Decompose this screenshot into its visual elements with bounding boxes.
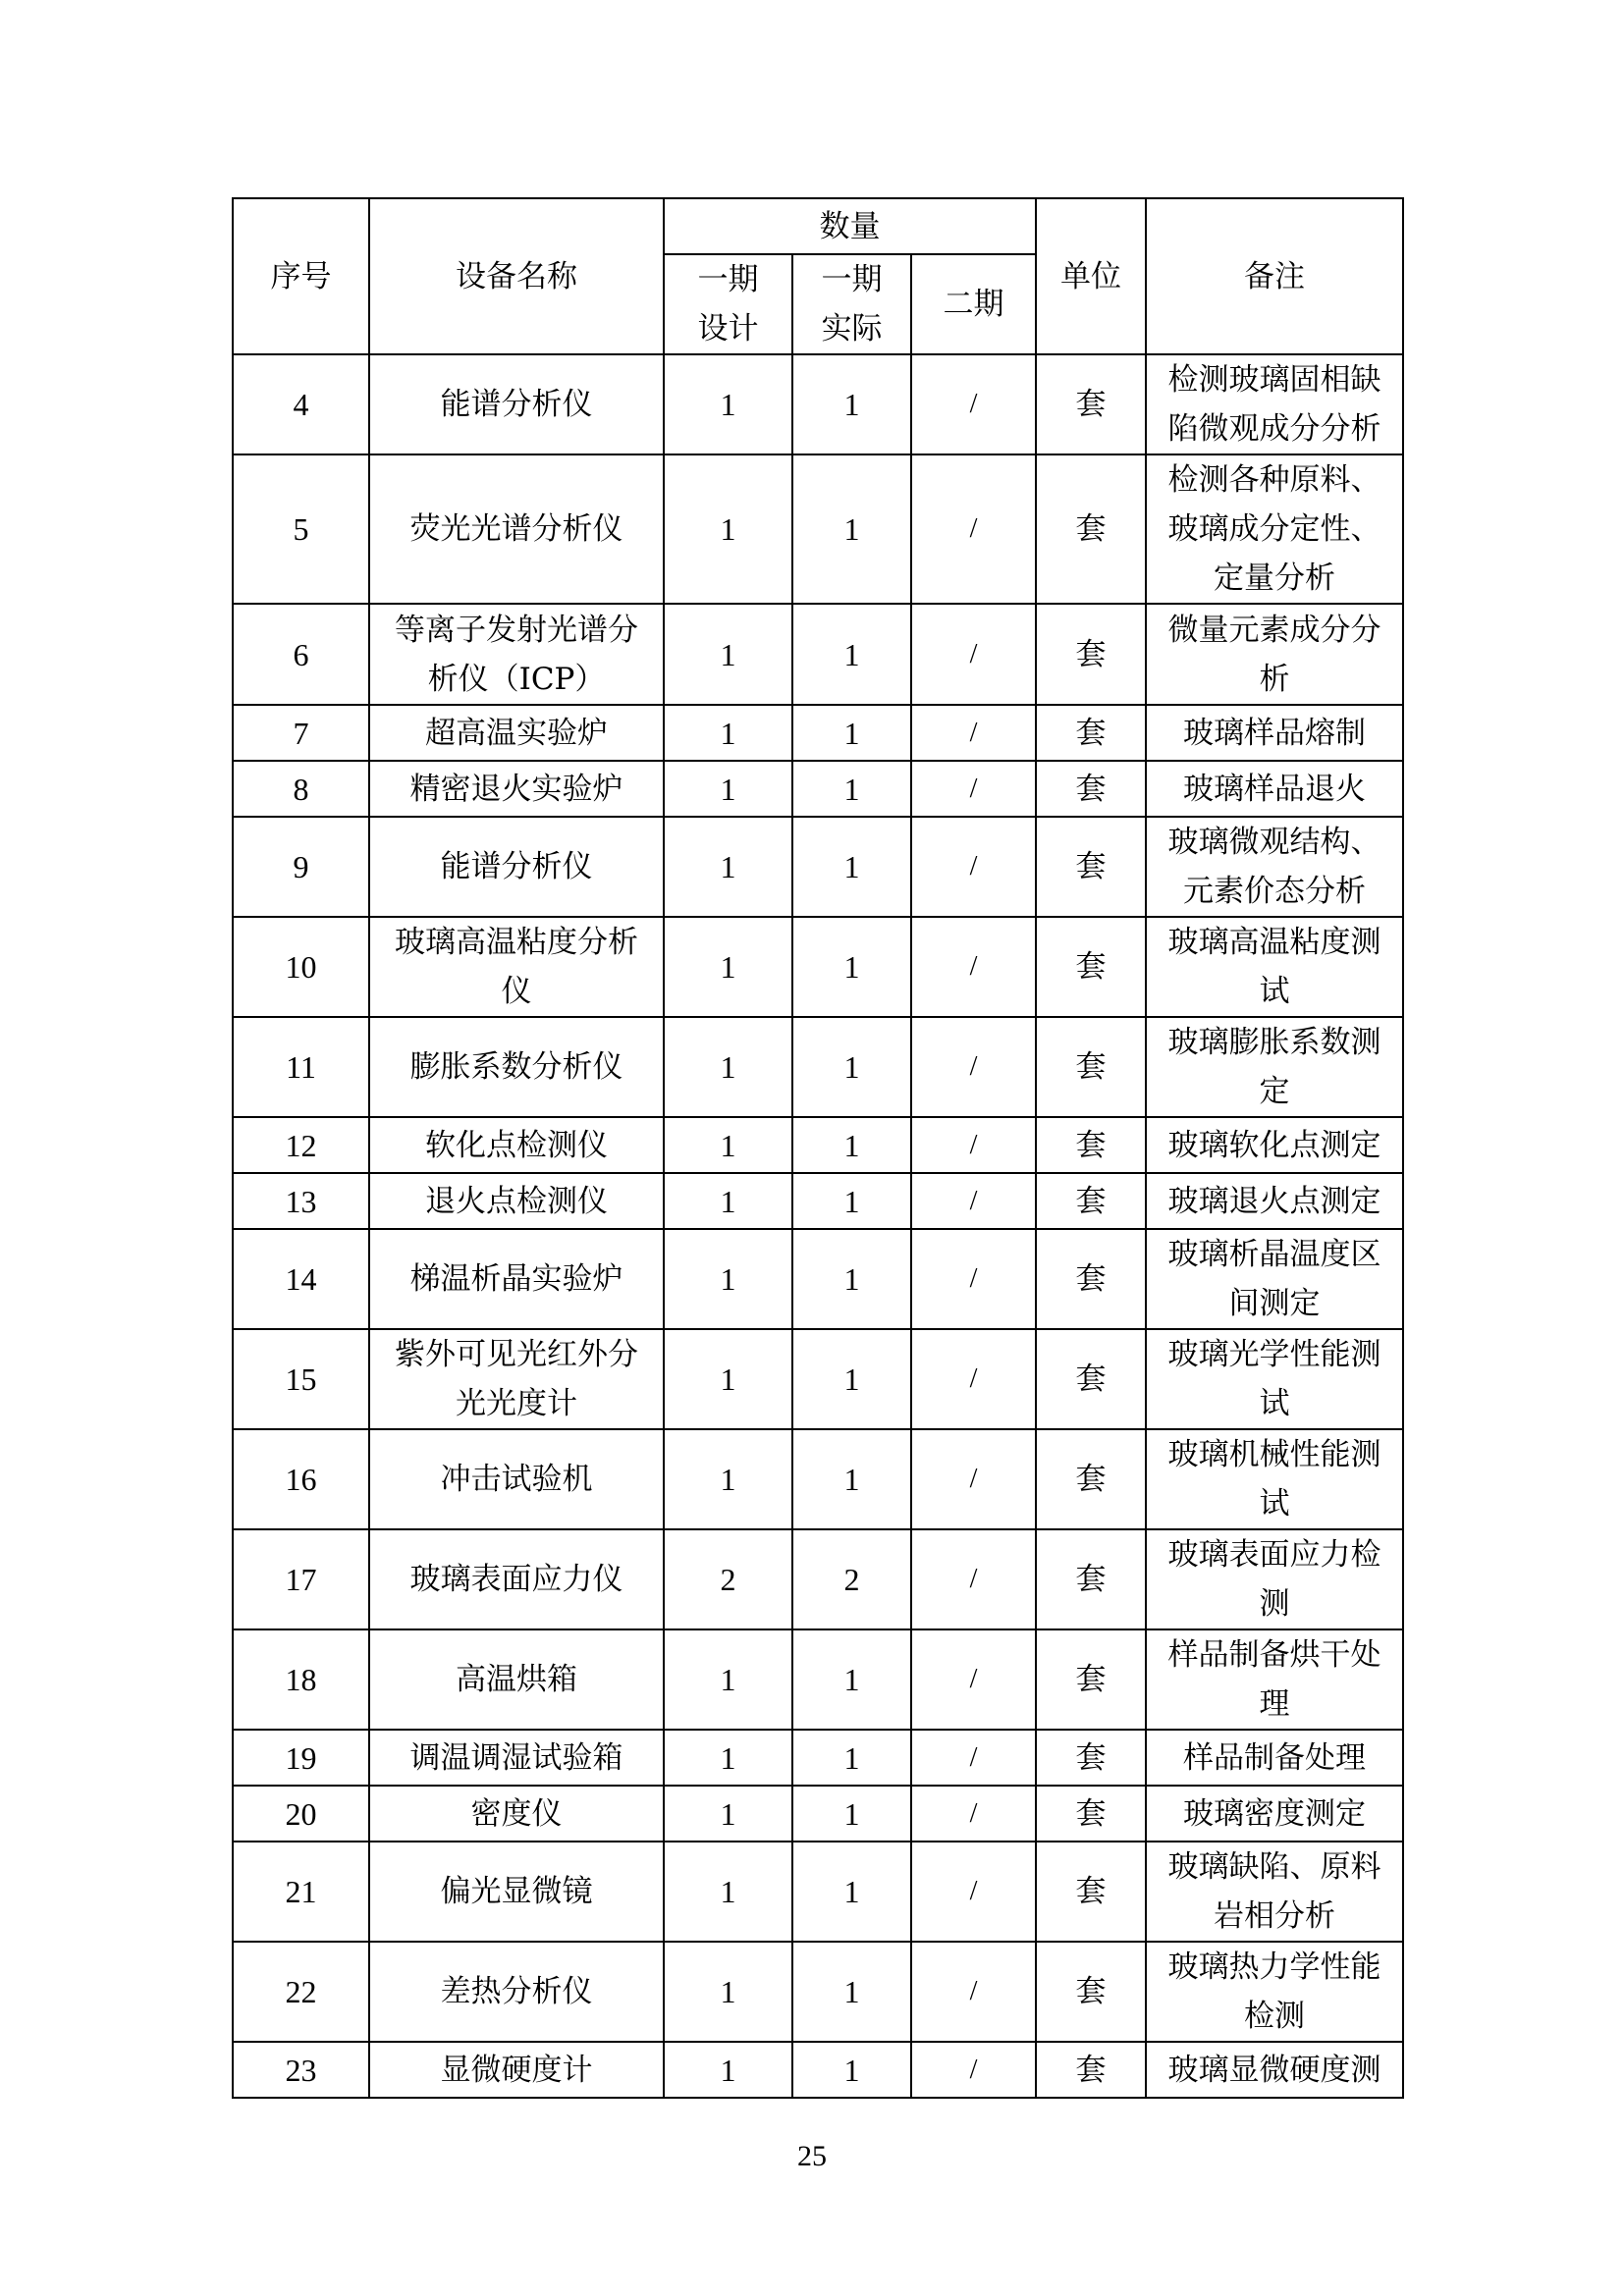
- row-seq: 5: [233, 454, 369, 604]
- equipment-table: [232, 197, 1404, 2099]
- row-unit: 套: [1036, 1329, 1146, 1429]
- row-remark: 检测玻璃固相缺陷微观成分分析: [1146, 354, 1403, 454]
- row-seq: 17: [233, 1529, 369, 1629]
- row-phase1-design: 1: [664, 1229, 792, 1329]
- row-seq: 14: [233, 1229, 369, 1329]
- row-phase1-design: 1: [664, 1329, 792, 1429]
- row-phase2: /: [911, 354, 1036, 454]
- row-name: 等离子发射光谱分析仪（ICP）: [369, 604, 664, 705]
- table-row: [233, 705, 1403, 761]
- row-unit: 套: [1036, 705, 1146, 761]
- row-seq: 19: [233, 1730, 369, 1786]
- row-seq: 22: [233, 1942, 369, 2042]
- row-phase1-actual: 1: [792, 2042, 911, 2098]
- table-row: [233, 1117, 1403, 1173]
- table-row: [233, 1429, 1403, 1529]
- row-unit: 套: [1036, 761, 1146, 817]
- row-phase2: /: [911, 761, 1036, 817]
- row-phase2: /: [911, 1117, 1036, 1173]
- row-phase1-actual: 1: [792, 1173, 911, 1229]
- row-unit: 套: [1036, 1017, 1146, 1117]
- row-phase1-design: 1: [664, 917, 792, 1017]
- row-phase1-design: 1: [664, 817, 792, 917]
- row-phase1-design: 1: [664, 1942, 792, 2042]
- row-phase2: /: [911, 1017, 1036, 1117]
- row-phase1-design: 1: [664, 1842, 792, 1942]
- table-row: [233, 1842, 1403, 1942]
- row-unit: 套: [1036, 817, 1146, 917]
- row-phase1-design: 1: [664, 705, 792, 761]
- row-remark: 玻璃软化点测定: [1146, 1117, 1403, 1173]
- row-unit: 套: [1036, 1629, 1146, 1730]
- table-row: [233, 604, 1403, 705]
- row-name: 玻璃表面应力仪: [369, 1529, 664, 1629]
- row-phase1-design: 1: [664, 1017, 792, 1117]
- row-unit: 套: [1036, 1117, 1146, 1173]
- row-phase2: /: [911, 454, 1036, 604]
- row-unit: 套: [1036, 1942, 1146, 2042]
- header-quantity: 数量: [664, 198, 1036, 254]
- row-remark: 玻璃光学性能测试: [1146, 1329, 1403, 1429]
- row-phase1-design: 1: [664, 1786, 792, 1842]
- header-seq: 序号: [233, 198, 369, 354]
- row-phase1-actual: 1: [792, 604, 911, 705]
- row-remark: 玻璃表面应力检测: [1146, 1529, 1403, 1629]
- row-remark: 样品制备处理: [1146, 1730, 1403, 1786]
- row-phase2: /: [911, 917, 1036, 1017]
- table-row: [233, 917, 1403, 1017]
- row-unit: 套: [1036, 2042, 1146, 2098]
- row-remark: 样品制备烘干处理: [1146, 1629, 1403, 1730]
- row-name: 能谱分析仪: [369, 354, 664, 454]
- row-remark: 玻璃高温粘度测试: [1146, 917, 1403, 1017]
- row-unit: 套: [1036, 354, 1146, 454]
- row-remark: 玻璃微观结构、元素价态分析: [1146, 817, 1403, 917]
- row-phase1-actual: 1: [792, 761, 911, 817]
- row-seq: 9: [233, 817, 369, 917]
- row-phase1-design: 1: [664, 1429, 792, 1529]
- row-name: 冲击试验机: [369, 1429, 664, 1529]
- row-name: 荧光光谱分析仪: [369, 454, 664, 604]
- row-name: 玻璃高温粘度分析仪: [369, 917, 664, 1017]
- table-row: [233, 817, 1403, 917]
- row-seq: 4: [233, 354, 369, 454]
- row-remark: 检测各种原料、玻璃成分定性、定量分析: [1146, 454, 1403, 604]
- row-unit: 套: [1036, 1730, 1146, 1786]
- row-phase1-actual: 2: [792, 1529, 911, 1629]
- row-seq: 15: [233, 1329, 369, 1429]
- table-row: [233, 1329, 1403, 1429]
- row-phase1-design: 1: [664, 1730, 792, 1786]
- row-phase1-actual: 1: [792, 1629, 911, 1730]
- table-row: [233, 1629, 1403, 1730]
- row-remark: 玻璃膨胀系数测定: [1146, 1017, 1403, 1117]
- row-unit: 套: [1036, 1786, 1146, 1842]
- row-remark: 玻璃热力学性能检测: [1146, 1942, 1403, 2042]
- row-remark: 微量元素成分分析: [1146, 604, 1403, 705]
- header-name: 设备名称: [369, 198, 664, 354]
- row-name: 高温烘箱: [369, 1629, 664, 1730]
- row-phase1-actual: 1: [792, 1017, 911, 1117]
- header-phase1-actual: 一期 实际: [792, 254, 911, 354]
- row-remark: 玻璃样品熔制: [1146, 705, 1403, 761]
- row-name: 差热分析仪: [369, 1942, 664, 2042]
- row-phase1-design: 1: [664, 1629, 792, 1730]
- row-phase2: /: [911, 604, 1036, 705]
- row-name: 超高温实验炉: [369, 705, 664, 761]
- row-seq: 21: [233, 1842, 369, 1942]
- row-unit: 套: [1036, 1173, 1146, 1229]
- row-unit: 套: [1036, 1529, 1146, 1629]
- row-seq: 13: [233, 1173, 369, 1229]
- row-seq: 12: [233, 1117, 369, 1173]
- row-phase2: /: [911, 1529, 1036, 1629]
- table-row: [233, 2042, 1403, 2098]
- row-phase1-actual: 1: [792, 1942, 911, 2042]
- row-name: 调温调湿试验箱: [369, 1730, 664, 1786]
- table-row: [233, 1229, 1403, 1329]
- row-phase2: /: [911, 1429, 1036, 1529]
- header-row-top: [233, 198, 1403, 254]
- row-phase1-actual: 1: [792, 917, 911, 1017]
- header-phase1-design: 一期 设计: [664, 254, 792, 354]
- row-phase1-design: 1: [664, 354, 792, 454]
- row-unit: 套: [1036, 1842, 1146, 1942]
- row-phase2: /: [911, 817, 1036, 917]
- row-phase1-actual: 1: [792, 1229, 911, 1329]
- row-remark: 玻璃显微硬度测: [1146, 2042, 1403, 2098]
- row-remark: 玻璃缺陷、原料岩相分析: [1146, 1842, 1403, 1942]
- row-seq: 23: [233, 2042, 369, 2098]
- row-phase1-actual: 1: [792, 1329, 911, 1429]
- row-phase2: /: [911, 1629, 1036, 1730]
- row-seq: 10: [233, 917, 369, 1017]
- row-phase2: /: [911, 1786, 1036, 1842]
- row-phase2: /: [911, 1842, 1036, 1942]
- row-phase2: /: [911, 1173, 1036, 1229]
- row-unit: 套: [1036, 1229, 1146, 1329]
- row-phase1-design: 1: [664, 2042, 792, 2098]
- row-phase1-design: 1: [664, 761, 792, 817]
- table-header: [233, 198, 1403, 354]
- row-remark: 玻璃样品退火: [1146, 761, 1403, 817]
- row-name: 精密退火实验炉: [369, 761, 664, 817]
- row-phase2: /: [911, 1329, 1036, 1429]
- header-unit: 单位: [1036, 198, 1146, 354]
- table-row: [233, 454, 1403, 604]
- row-name: 紫外可见光红外分光光度计: [369, 1329, 664, 1429]
- row-name: 显微硬度计: [369, 2042, 664, 2098]
- table-row: [233, 761, 1403, 817]
- row-seq: 6: [233, 604, 369, 705]
- row-unit: 套: [1036, 1429, 1146, 1529]
- table-row: [233, 1017, 1403, 1117]
- header-phase2: 二期: [911, 254, 1036, 354]
- row-phase1-actual: 1: [792, 1429, 911, 1529]
- row-seq: 16: [233, 1429, 369, 1529]
- row-name: 退火点检测仪: [369, 1173, 664, 1229]
- row-phase1-actual: 1: [792, 354, 911, 454]
- row-seq: 11: [233, 1017, 369, 1117]
- row-seq: 18: [233, 1629, 369, 1730]
- table-row: [233, 1173, 1403, 1229]
- row-name: 软化点检测仪: [369, 1117, 664, 1173]
- row-name: 膨胀系数分析仪: [369, 1017, 664, 1117]
- row-phase1-actual: 1: [792, 705, 911, 761]
- row-phase2: /: [911, 2042, 1036, 2098]
- row-remark: 玻璃退火点测定: [1146, 1173, 1403, 1229]
- row-seq: 7: [233, 705, 369, 761]
- row-phase1-design: 2: [664, 1529, 792, 1629]
- row-phase1-design: 1: [664, 1173, 792, 1229]
- row-phase1-actual: 1: [792, 817, 911, 917]
- row-phase2: /: [911, 705, 1036, 761]
- header-remark: 备注: [1146, 198, 1403, 354]
- row-phase1-design: 1: [664, 1117, 792, 1173]
- row-phase1-actual: 1: [792, 1842, 911, 1942]
- table-body: [233, 354, 1403, 2098]
- row-phase2: /: [911, 1730, 1036, 1786]
- row-phase1-actual: 1: [792, 1730, 911, 1786]
- table-row: [233, 1942, 1403, 2042]
- row-phase1-actual: 1: [792, 1786, 911, 1842]
- table-row: [233, 354, 1403, 454]
- row-unit: 套: [1036, 917, 1146, 1017]
- row-phase2: /: [911, 1942, 1036, 2042]
- table-row: [233, 1730, 1403, 1786]
- table-row: [233, 1786, 1403, 1842]
- table-row: [233, 1529, 1403, 1629]
- row-remark: 玻璃析晶温度区间测定: [1146, 1229, 1403, 1329]
- row-seq: 8: [233, 761, 369, 817]
- row-phase1-actual: 1: [792, 1117, 911, 1173]
- row-phase2: /: [911, 1229, 1036, 1329]
- row-name: 偏光显微镜: [369, 1842, 664, 1942]
- row-seq: 20: [233, 1786, 369, 1842]
- row-name: 密度仪: [369, 1786, 664, 1842]
- row-unit: 套: [1036, 454, 1146, 604]
- row-phase1-actual: 1: [792, 454, 911, 604]
- row-name: 能谱分析仪: [369, 817, 664, 917]
- row-name: 梯温析晶实验炉: [369, 1229, 664, 1329]
- page-number: 25: [797, 2140, 827, 2172]
- row-unit: 套: [1036, 604, 1146, 705]
- row-remark: 玻璃密度测定: [1146, 1786, 1403, 1842]
- row-remark: 玻璃机械性能测试: [1146, 1429, 1403, 1529]
- row-phase1-design: 1: [664, 454, 792, 604]
- row-phase1-design: 1: [664, 604, 792, 705]
